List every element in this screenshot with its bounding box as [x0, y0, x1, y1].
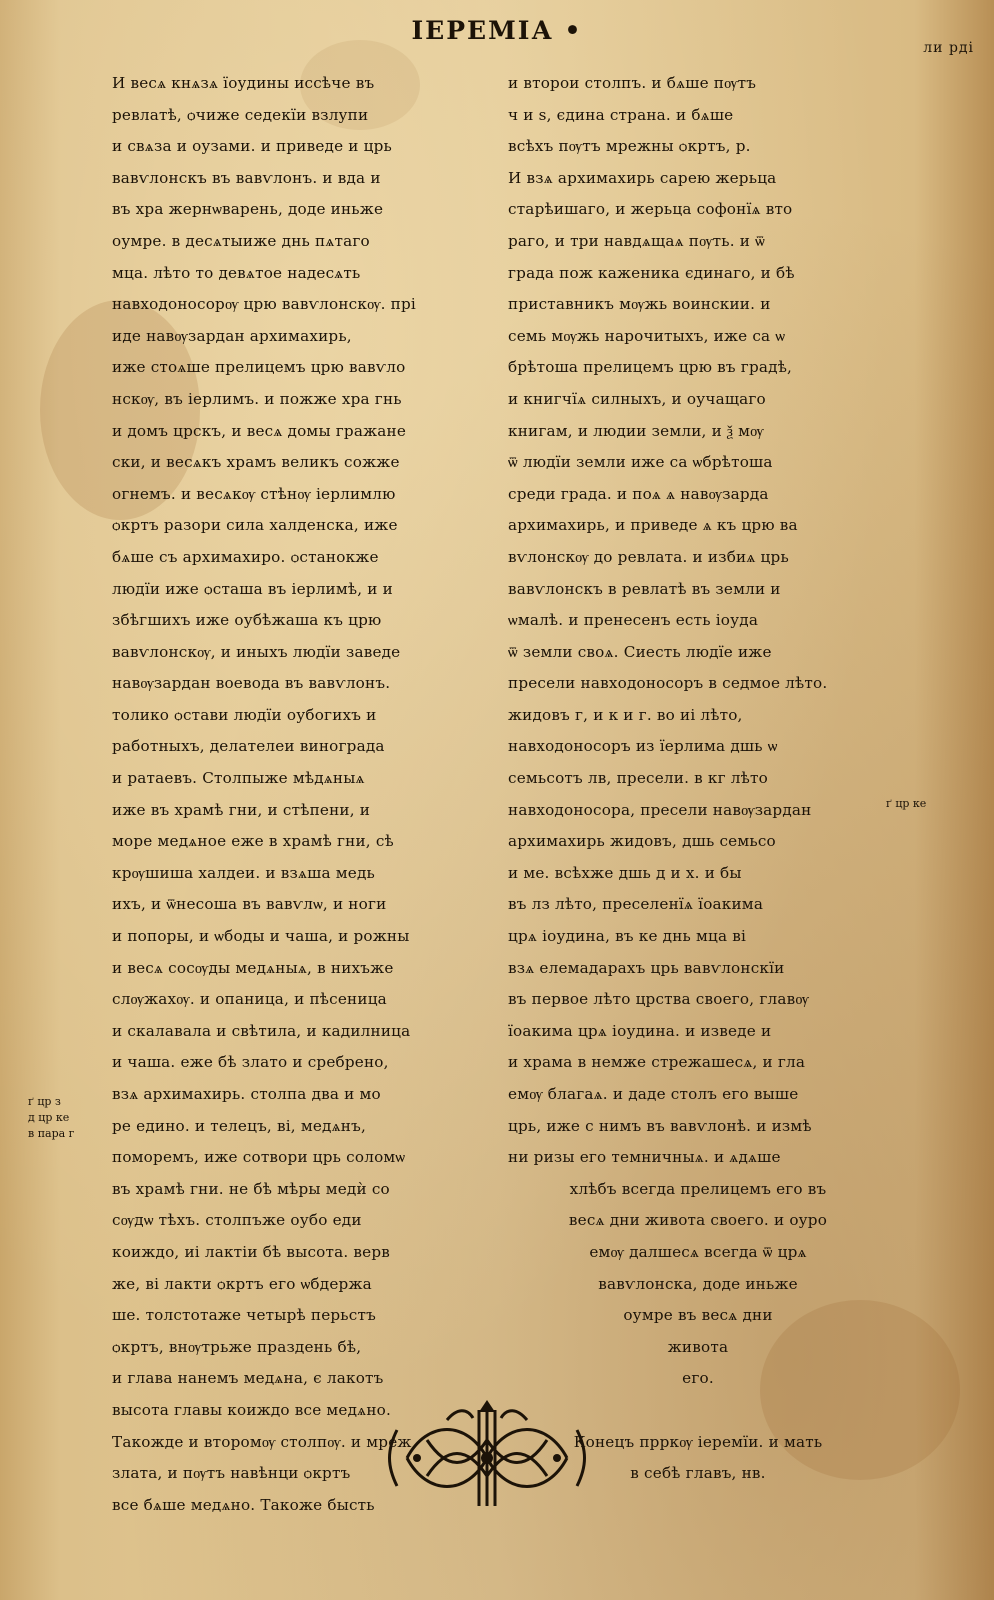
text-line: старѣишаго, и жерьца софонїѧ вто [508, 200, 793, 219]
text-line: иже въ храмѣ гни, и стѣпени, и [112, 800, 371, 819]
text-line: архимахирь жидовъ, дшь семьсо [508, 832, 776, 851]
text-line: всѣхъ пѹтъ мрежны ѻкртъ, р. [508, 137, 751, 156]
text-line: оумре въ весѧ дни [623, 1306, 773, 1325]
text-line: навходоносорѹ црю вавѵлонскѹ. прі [112, 295, 416, 314]
text-line: крѹшиша халдеи. и взѧша медь [112, 863, 375, 882]
text-line: ѻкртъ, внѹтрьже праздень бѣ, [112, 1337, 362, 1356]
text-line: злата, и пѹтъ навѣнци ѻкртъ [112, 1464, 351, 1483]
text-line: жидовъ г, и к и г. во иі лѣто, [508, 705, 743, 724]
text-line: И весѧ кнѧзѧ їоудины иссѣче въ [112, 74, 375, 92]
text-line: въ лз лѣто, преселенїѧ їоакима [508, 895, 764, 914]
text-line: въ первое лѣто црства своего, главѹ [508, 990, 809, 1009]
text-line: взѧ архимахирь. столпа два и мо [112, 1085, 381, 1103]
text-line: людїи иже ѻсташа въ іерлимѣ, и и [112, 579, 393, 598]
text-line: вѵлонскѹ до ревлата. и избиѧ црь [508, 547, 789, 566]
text-line: црь, иже с нимъ въ вавѵлонѣ. и измѣ [508, 1116, 812, 1135]
text-column-right [508, 68, 888, 1490]
text-line: и чаша. еже бѣ злато и сребрено, [112, 1053, 389, 1072]
text-line: ѿ земли своѧ. Сиесть людїе иже [508, 642, 772, 661]
text-line: оумре. в десѧтыиже днь пѧтаго [112, 231, 370, 250]
margin-note-right: ґ цр ке [886, 797, 927, 810]
text-line: ѻкртъ разори сила халденска, иже [112, 516, 398, 535]
text-line: и скалавала и свѣтила, и кадилница [112, 1021, 411, 1040]
text-line: высота главы коиждо все медѧно. [112, 1400, 392, 1419]
tailpiece-ornament-icon [387, 1400, 587, 1516]
text-line: огнемъ. и весѧкѹ стѣнѹ іерлимлю [112, 484, 396, 503]
text-line: въ хра жернѡварень, доде иньже [112, 200, 384, 219]
text-line: Конецъ прркѹ іеремїи. и мать [573, 1432, 823, 1451]
text-line: среди града. и поѧ ѧ навѹзарда [508, 484, 769, 503]
text-line: и храма в немже стрежашесѧ, и гла [508, 1053, 806, 1072]
text-line: црѧ іоудина, въ ке днь мца ві [508, 927, 747, 946]
text-line: живота [667, 1337, 729, 1356]
text-line: приставникъ мѹжь воинскии. и [508, 295, 771, 314]
text-line: вавѵлонскѹ, и иныхъ людїи заведе [112, 642, 401, 661]
text-line: сѹдѡ тѣхъ. столпъже оубо еди [112, 1211, 362, 1230]
text-line: емѹ далшесѧ всегда ѿ црѧ [589, 1242, 807, 1261]
text-line: и весѧ сосѹды медѧныѧ, в нихъже [112, 958, 394, 977]
text-line: навходоносора, пресели навѹзардан [508, 800, 812, 819]
margin-note-left: ґ цр з д цр ке в пара г [28, 1095, 75, 1140]
text-line: вавѵлонска, доде иньже [598, 1274, 798, 1293]
text-line: вавѵлонскъ въ вавѵлонъ. и вда и [112, 168, 381, 187]
text-line: нскѹ, въ іерлимъ. и пожже хра гнь [112, 389, 402, 408]
text-line: и глава нанемъ медѧна, є лакотъ [112, 1369, 384, 1388]
text-line: хлѣбъ всегда прелицемъ его въ [569, 1179, 827, 1198]
text-line: взѧ елемадарахъ црь вавѵлонскїи [508, 958, 785, 977]
text-line: и ме. всѣхже дшь д и х. и бы [508, 863, 742, 882]
text-line: ски, и весѧкъ храмъ великъ сожже [112, 453, 400, 472]
text-line: книгам, и людии земли, и ѯ мѹ [508, 421, 764, 440]
text-line: его. [682, 1369, 714, 1388]
text-line: ч и ѕ, єдина страна. и бѧше [508, 105, 734, 124]
text-line: в себѣ главъ, нв. [630, 1464, 766, 1483]
text-line: и книгчїѧ силныхъ, и оучащаго [508, 389, 766, 408]
text-line: навѹзардан воевода въ вавѵлонъ. [112, 674, 391, 693]
text-line: семьсотъ лв, пресели. в кг лѣто [508, 769, 768, 788]
text-line: навходоносоръ из їерлима дшь ѡ [508, 737, 778, 756]
text-line: ѿ людїи земли иже са ѡбрѣтоша [508, 453, 773, 472]
text-line: ихъ, и ѿнесоша въ вавѵлѡ, и ноги [112, 895, 387, 914]
text-line: Такожде и второмѹ столпѹ. и мреж [112, 1432, 412, 1451]
text-line: брѣтоша прелицемъ црю въ градѣ, [508, 358, 793, 377]
text-line: иде навѹзардан архимахирь, [112, 326, 352, 345]
running-head: ІЕРЕМІА • [411, 16, 583, 45]
text-line: града пож каженика єдинаго, и бѣ [508, 263, 795, 282]
folio-number: ли рді [923, 40, 974, 56]
text-line: ѡмалѣ. и пренесенъ есть іоуда [508, 611, 759, 630]
text-line: ни ризы его темничныѧ. и ѧдѧше [508, 1148, 781, 1167]
text-line: въ храмѣ гни. не бѣ мѣры медѝ со [112, 1179, 390, 1198]
text-line: и домъ црскъ, и весѧ домы гражане [112, 421, 407, 440]
text-line: ревлатѣ, ѻчиже седекїи взлупи [112, 105, 369, 124]
text-line: море медѧное еже в храмѣ гни, сѣ [112, 832, 394, 851]
text-line: бѧше съ архимахиро. ѻстанокже [112, 547, 379, 566]
text-line: и второи столпъ. и бѧше пѹтъ [508, 74, 757, 92]
text-line: и ратаевъ. Столпыже мѣдѧныѧ [112, 769, 365, 788]
text-line: весѧ дни живота своего. и оуро [568, 1211, 828, 1230]
text-line: емѹ благаѧ. и даде столъ его выше [508, 1085, 799, 1103]
text-line: архимахирь, и приведе ѧ къ црю ва [508, 516, 798, 535]
text-line: И взѧ архимахирь сарею жерьца [508, 168, 777, 187]
text-line: вавѵлонскъ в ревлатѣ въ земли и [508, 579, 781, 598]
text-column-left [112, 68, 494, 1521]
text-line: мца. лѣто то девѧтое надесѧть [112, 263, 361, 282]
text-line: ре едино. и телецъ, ві, медѧнъ, [112, 1116, 366, 1135]
text-line: работныхъ, делателеи винограда [112, 737, 385, 756]
text-line: ше. толстотаже четырѣ перьстъ [112, 1306, 376, 1325]
text-line: семь мѹжь нарочитыхъ, иже са ѡ [508, 326, 786, 345]
text-line: пресели навходоносоръ в седмое лѣто. [508, 674, 828, 693]
text-line: збѣгшихъ иже оубѣжаша къ црю [112, 611, 382, 630]
text-line: поморемъ, иже сотвори црь соломѡ [112, 1148, 406, 1167]
text-line: коиждо, иі лактіи бѣ высота. верв [112, 1242, 391, 1261]
text-line: и попоры, и ѡбоды и чаша, и рожны [112, 927, 410, 946]
text-line: раго, и три навдѧщаѧ пѹть. и ѿ [508, 231, 765, 250]
text-line: слѹжахѹ. и опаница, и пѣсеница [112, 990, 387, 1009]
text-line: иже стоѧше прелицемъ црю вавѵло [112, 358, 406, 377]
text-line: и свѧза и оузами. и приведе и црь [112, 137, 393, 156]
text-line: толико ѻстави людїи оубогихъ и [112, 705, 377, 724]
text-line: їоакима црѧ іоудина. и изведе и [508, 1021, 772, 1040]
text-line: же, ві лакти ѻкртъ его ѡбдержа [112, 1274, 372, 1293]
text-line: все бѧше медѧно. Такоже бысть [112, 1495, 375, 1514]
